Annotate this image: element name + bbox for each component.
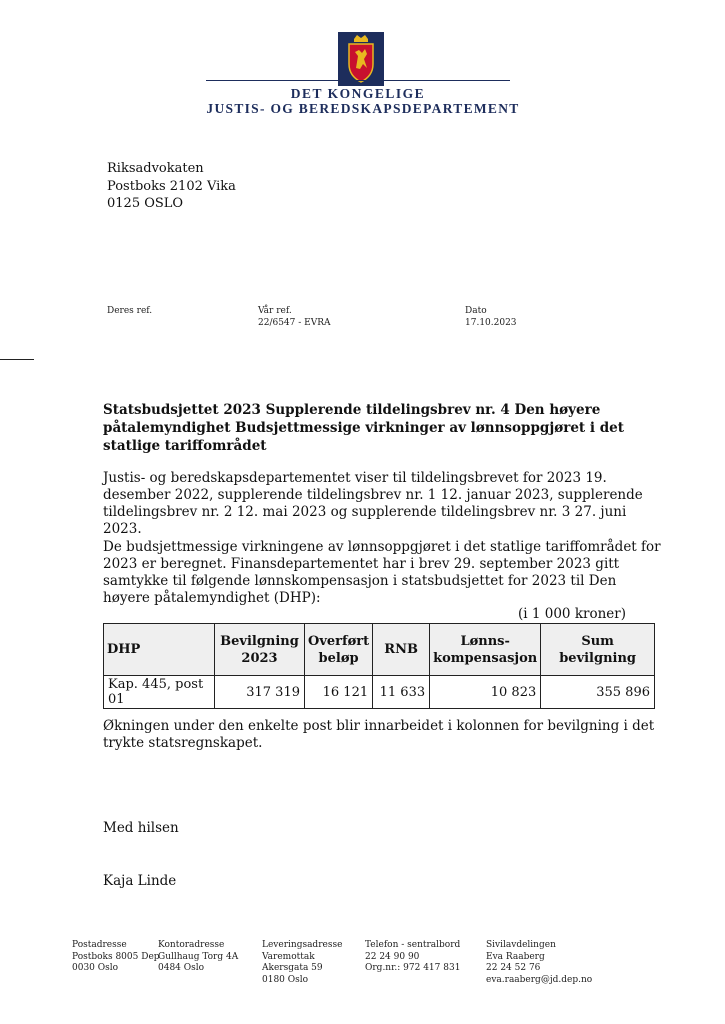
letter-title: Statsbudsjettet 2023 Supplerende tildelingsbrev nr. 4 Den høyere påtalemyndighet Budsjettmessige virkninger av lønnsoppgjøret i det statlige tariffområdet — [103, 402, 624, 454]
footer-postadresse — [72, 940, 160, 975]
footer-text: 22 24 90 90 — [365, 951, 420, 962]
table-cell: 317 319 — [215, 676, 305, 709]
fold-mark — [0, 359, 34, 360]
table-row — [104, 676, 655, 709]
footer-text: Telefon - sentralbord — [365, 940, 461, 950]
footer-text: Leveringsadresse — [262, 940, 343, 950]
footer-text: Kontoradresse — [158, 940, 225, 950]
footer-leveringsadresse — [262, 940, 342, 986]
date-block — [465, 305, 517, 329]
column-header: RNB — [373, 624, 430, 676]
deres-ref-label: Deres ref. — [107, 306, 153, 316]
date-value: 17.10.2023 — [465, 318, 517, 328]
column-header: Bevilgning 2023 — [215, 624, 305, 676]
date-label: Dato — [465, 306, 487, 316]
recipient-address — [107, 160, 236, 213]
paragraph-2: De budsjettmessige virkningene av lønnsoppgjøret i det statlige tariffområdet for 2023 er beregnet. Finansdepartementet har i brev 29. september 2023 gitt samtykke til følgende lønnskompensasjon i statsbudsjettet for 2023 til Den høyere påtalemyndighet (DHP): — [103, 539, 661, 606]
footer-text: 0180 Oslo — [262, 974, 309, 985]
footer-kontoradresse — [158, 940, 238, 975]
column-header: Overført beløp — [305, 624, 373, 676]
closing: Med hilsen — [103, 820, 179, 836]
table-cell: 10 823 — [430, 676, 541, 709]
header-rule — [206, 80, 510, 81]
footer-text: Eva Raaberg — [486, 951, 545, 962]
footer-email-link[interactable]: eva.raaberg@jd.dep.no — [486, 974, 593, 985]
recipient-street: Postboks 2102 Vika — [107, 178, 236, 194]
department-name-line1: DET KONGELIGE — [290, 86, 426, 101]
budget-table — [103, 623, 655, 709]
footer-text: Postboks 8005 Dep — [72, 951, 160, 962]
table-cell: 355 896 — [541, 676, 655, 709]
var-ref-value: 22/6547 - EVRA — [258, 318, 331, 328]
footer-text: Sivilavdelingen — [486, 940, 556, 950]
footer-text: Akersgata 59 — [262, 963, 323, 973]
table-cell: 16 121 — [305, 676, 373, 709]
coat-of-arms-icon — [338, 32, 384, 86]
var-ref — [258, 305, 331, 329]
footer-text: Postadresse — [72, 940, 127, 950]
recipient-city: 0125 OSLO — [107, 196, 184, 211]
table-cell: 11 633 — [373, 676, 430, 709]
footer-text: 0484 Oslo — [158, 963, 205, 973]
footer-text: Varemottak — [262, 951, 315, 962]
paragraph-1: Justis- og beredskapsdepartementet viser til tildelingsbrevet for 2023 19. desember 2022, supplerende tildelingsbrev nr. 1 12. januar 2023, supplerende tildelingsbrev nr. 2 12. mai 2023 og supplerende tildelingsbrev nr. 3 27. juni 2023. — [103, 470, 643, 537]
column-header: Sum bevilgning — [541, 624, 655, 676]
table-cell: Kap. 445, post 01 — [104, 676, 215, 709]
footer-text: Gullhaug Torg 4A — [158, 951, 239, 962]
footer-text: 22 24 52 76 — [486, 963, 541, 973]
signer-name: Kaja Linde — [103, 873, 177, 889]
table-header-row — [104, 624, 655, 676]
footer-text: Org.nr.: 972 417 831 — [365, 963, 461, 973]
column-header: DHP — [104, 624, 215, 676]
footer-telefon — [365, 940, 460, 975]
department-name-line2: JUSTIS- OG BEREDSKAPSDEPARTEMENT — [206, 101, 520, 116]
paragraph-3: Økningen under den enkelte post blir innarbeidet i kolonnen for bevilgning i det trykte statsregnskapet. — [103, 718, 655, 751]
footer-text: 0030 Oslo — [72, 963, 119, 973]
var-ref-label: Vår ref. — [258, 306, 292, 316]
recipient-name: Riksadvokaten — [107, 161, 204, 176]
column-header: Lønns-kompensasjon — [430, 624, 541, 676]
unit-note: (i 1 000 kroner) — [518, 606, 626, 622]
footer-avdeling — [486, 940, 592, 986]
